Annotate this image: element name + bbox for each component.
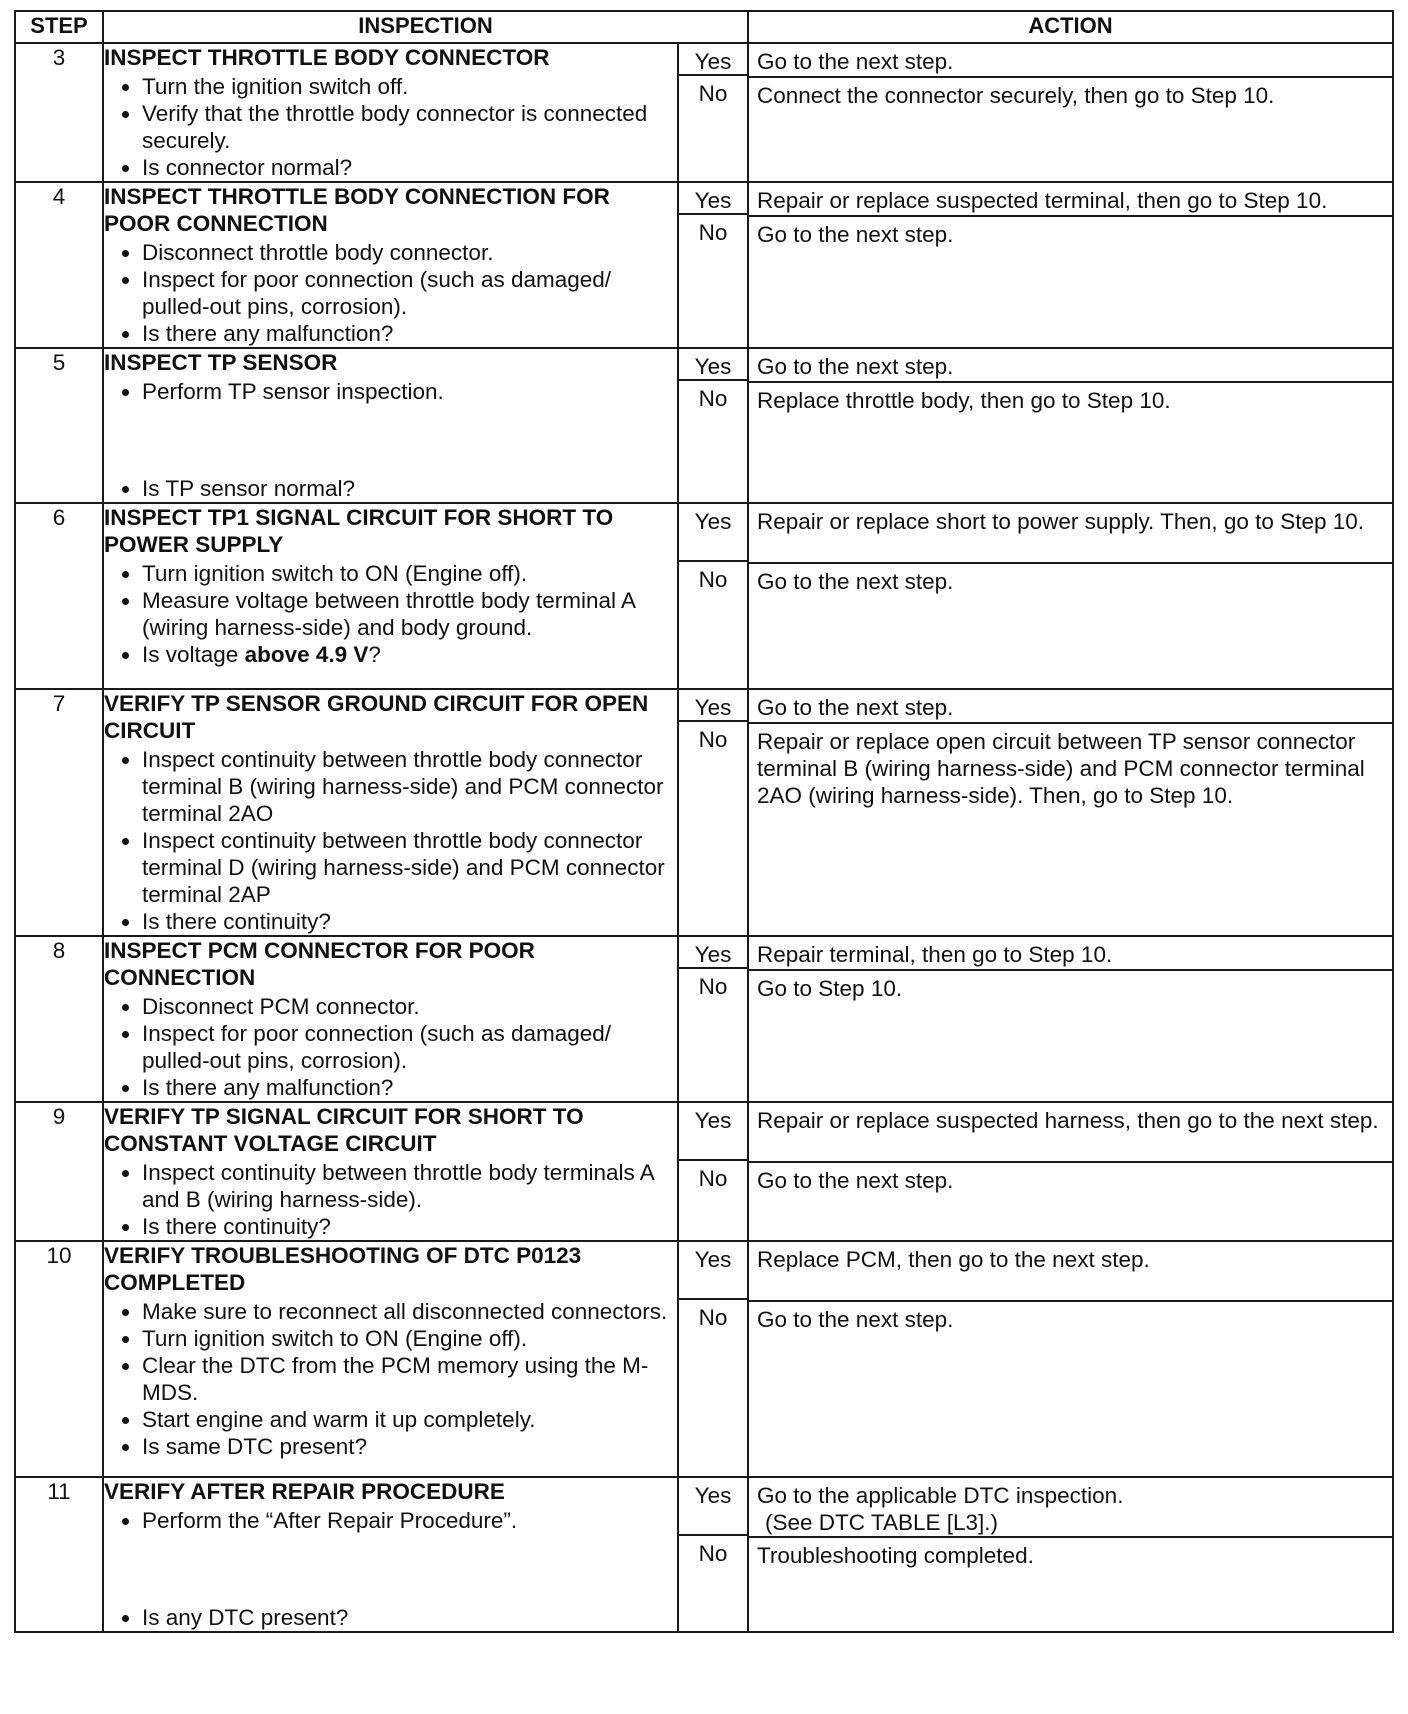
action-cell (748, 1477, 1393, 1632)
answer-yes: Yes (679, 1103, 747, 1161)
action-no: Go to Step 10. (757, 976, 903, 1001)
answer-no: No (698, 974, 728, 999)
inspection-bullet: • Is there any malfunction? (142, 320, 677, 347)
header-inspection: INSPECTION (103, 11, 748, 43)
table-row (15, 689, 1393, 936)
inspection-cell (103, 348, 678, 503)
action-no: Go to the next step. (757, 569, 954, 594)
action-cell (748, 503, 1393, 689)
answer-no: No (698, 1541, 728, 1566)
inspection-bullet (142, 641, 677, 668)
action-cell (748, 43, 1393, 182)
inspection-bullet: • Disconnect PCM connector. (142, 993, 677, 1020)
answer-cell (678, 503, 748, 689)
procedure-page (14, 10, 1392, 1633)
inspection-bullet: • Inspect for poor connection (such as damaged/ pulled-out pins, corrosion). (142, 266, 677, 320)
table-row (15, 503, 1393, 689)
inspection-bullet: • Inspect continuity between throttle body connector terminal D (wiring harness-side) and PCM connector terminal 2AP (142, 827, 677, 908)
question-suffix: ? (368, 642, 381, 667)
diagnostic-procedure-table (14, 10, 1394, 1633)
inspection-bullet: • Turn ignition switch to ON (Engine off). (142, 1325, 677, 1352)
table-header-row (15, 11, 1393, 43)
action-yes: Repair or replace short to power supply. Then, go to Step 10. (749, 504, 1392, 564)
inspection-bullet: • Is there any malfunction? (142, 1074, 677, 1101)
inspection-bullet: • Measure voltage between throttle body terminal A (wiring harness-side) and body ground. (142, 587, 677, 641)
answer-cell (678, 348, 748, 503)
inspection-bullet: • Is connector normal? (142, 154, 677, 181)
action-cell (748, 182, 1393, 348)
inspection-bullets (104, 1298, 677, 1460)
action-yes-text: Go to the applicable DTC inspection. (757, 1483, 1124, 1508)
inspection-cell (103, 1241, 678, 1477)
inspection-bullet: • Verify that the throttle body connector is connected securely. (142, 100, 677, 154)
answer-no: No (698, 220, 728, 245)
step-number: 8 (15, 936, 103, 1102)
action-no: Go to the next step. (757, 1168, 954, 1193)
table-row (15, 43, 1393, 182)
inspection-cell (103, 182, 678, 348)
answer-yes: Yes (679, 937, 747, 969)
action-cell (748, 1102, 1393, 1241)
action-cell (748, 689, 1393, 936)
inspection-title: VERIFY AFTER REPAIR PROCEDURE (104, 1479, 505, 1504)
inspection-bullet: • Inspect continuity between throttle body terminals A and B (wiring harness-side). (142, 1159, 677, 1213)
inspection-bullet: • Is there continuity? (142, 908, 677, 935)
inspection-title: VERIFY TP SIGNAL CIRCUIT FOR SHORT TO CONSTANT VOLTAGE CIRCUIT (104, 1104, 584, 1156)
inspection-cell (103, 936, 678, 1102)
inspection-bullet: • Is same DTC present? (142, 1433, 677, 1460)
answer-cell (678, 936, 748, 1102)
answer-no: No (698, 727, 728, 752)
answer-cell (678, 182, 748, 348)
dtc-table-reference: (See DTC TABLE [L3].) (765, 1510, 998, 1535)
action-yes: Repair or replace suspected terminal, then go to Step 10. (749, 183, 1392, 217)
action-no: Repair or replace open circuit between TP sensor connector terminal B (wiring harness-side) and PCM connector terminal 2AO (wiring harness-side). Then, go to Step 10. (757, 729, 1365, 808)
answer-yes: Yes (679, 1242, 747, 1300)
answer-no: No (698, 1305, 728, 1330)
inspection-cell (103, 43, 678, 182)
answer-yes: Yes (679, 349, 747, 381)
inspection-title: INSPECT TP1 SIGNAL CIRCUIT FOR SHORT TO POWER SUPPLY (104, 505, 614, 557)
action-no: Go to the next step. (757, 1307, 954, 1332)
table-row (15, 1241, 1393, 1477)
step-number: 6 (15, 503, 103, 689)
action-no: Troubleshooting completed. (757, 1543, 1034, 1568)
table-row (15, 348, 1393, 503)
action-cell (748, 1241, 1393, 1477)
table-row (15, 1477, 1393, 1632)
answer-cell (678, 689, 748, 936)
action-yes: Repair or replace suspected harness, then go to the next step. (749, 1103, 1392, 1163)
header-step: STEP (15, 11, 103, 43)
answer-yes: Yes (679, 1478, 747, 1536)
action-no: Replace throttle body, then go to Step 10. (757, 388, 1171, 413)
action-no: Connect the connector securely, then go to Step 10. (757, 83, 1275, 108)
inspection-bullets (104, 239, 677, 347)
action-yes: Go to the next step. (749, 690, 1392, 724)
inspection-title: INSPECT PCM CONNECTOR FOR POOR CONNECTION (104, 938, 535, 990)
inspection-bullet: • Perform TP sensor inspection. (142, 378, 677, 405)
inspection-bullet: • Clear the DTC from the PCM memory using the M-MDS. (142, 1352, 677, 1406)
step-number: 3 (15, 43, 103, 182)
inspection-bullet: • Disconnect throttle body connector. (142, 239, 677, 266)
step-number: 9 (15, 1102, 103, 1241)
answer-no: No (698, 1166, 728, 1191)
inspection-title: VERIFY TP SENSOR GROUND CIRCUIT FOR OPEN CIRCUIT (104, 691, 649, 743)
answer-yes: Yes (679, 183, 747, 215)
inspection-title: INSPECT THROTTLE BODY CONNECTION FOR POOR CONNECTION (104, 184, 610, 236)
step-number: 11 (15, 1477, 103, 1632)
header-action: ACTION (748, 11, 1393, 43)
inspection-title: INSPECT THROTTLE BODY CONNECTOR (104, 45, 550, 70)
answer-no: No (698, 81, 728, 106)
action-yes: Go to the next step. (749, 349, 1392, 383)
step-number: 10 (15, 1241, 103, 1477)
inspection-bullets (104, 1159, 677, 1240)
question-threshold: above 4.9 V (244, 642, 369, 667)
action-no: Go to the next step. (757, 222, 954, 247)
answer-no: No (698, 567, 728, 592)
action-yes: Go to the next step. (749, 44, 1392, 78)
inspection-cell (103, 1477, 678, 1632)
question-prefix: Is voltage (142, 642, 245, 667)
step-number: 7 (15, 689, 103, 936)
inspection-bullets (104, 73, 677, 181)
inspection-bullets (104, 746, 677, 935)
step-number: 5 (15, 348, 103, 503)
inspection-bullet: • Inspect continuity between throttle body connector terminal B (wiring harness-side) and PCM connector terminal 2AO (142, 746, 677, 827)
inspection-cell (103, 503, 678, 689)
inspection-title: VERIFY TROUBLESHOOTING OF DTC P0123 COMPLETED (104, 1243, 582, 1295)
inspection-bullets (104, 1507, 677, 1631)
inspection-bullet: • Is there continuity? (142, 1213, 677, 1240)
inspection-bullet: • Make sure to reconnect all disconnected connectors. (142, 1298, 677, 1325)
inspection-cell (103, 1102, 678, 1241)
inspection-bullets (104, 560, 677, 668)
inspection-bullets (104, 378, 677, 502)
inspection-bullet: • Start engine and warm it up completely. (142, 1406, 677, 1433)
table-row (15, 936, 1393, 1102)
answer-yes: Yes (679, 504, 747, 562)
action-yes: Repair terminal, then go to Step 10. (749, 937, 1392, 971)
inspection-bullet: • Is any DTC present? (142, 1604, 677, 1631)
action-cell (748, 936, 1393, 1102)
answer-yes: Yes (679, 690, 747, 722)
answer-cell (678, 43, 748, 182)
answer-no: No (698, 386, 728, 411)
inspection-cell (103, 689, 678, 936)
answer-yes: Yes (679, 44, 747, 76)
inspection-bullet: • Turn ignition switch to ON (Engine off). (142, 560, 677, 587)
inspection-bullet: • Perform the “After Repair Procedure”. (142, 1507, 677, 1534)
answer-cell (678, 1102, 748, 1241)
answer-cell (678, 1241, 748, 1477)
inspection-bullets (104, 993, 677, 1101)
action-yes: Replace PCM, then go to the next step. (749, 1242, 1392, 1302)
inspection-bullet: • Turn the ignition switch off. (142, 73, 677, 100)
answer-cell (678, 1477, 748, 1632)
table-row (15, 182, 1393, 348)
inspection-bullet: • Inspect for poor connection (such as damaged/ pulled-out pins, corrosion). (142, 1020, 677, 1074)
inspection-bullet: • Is TP sensor normal? (142, 475, 677, 502)
step-number: 4 (15, 182, 103, 348)
action-yes (749, 1478, 1392, 1538)
inspection-title: INSPECT TP SENSOR (104, 350, 338, 375)
table-row (15, 1102, 1393, 1241)
action-cell (748, 348, 1393, 503)
